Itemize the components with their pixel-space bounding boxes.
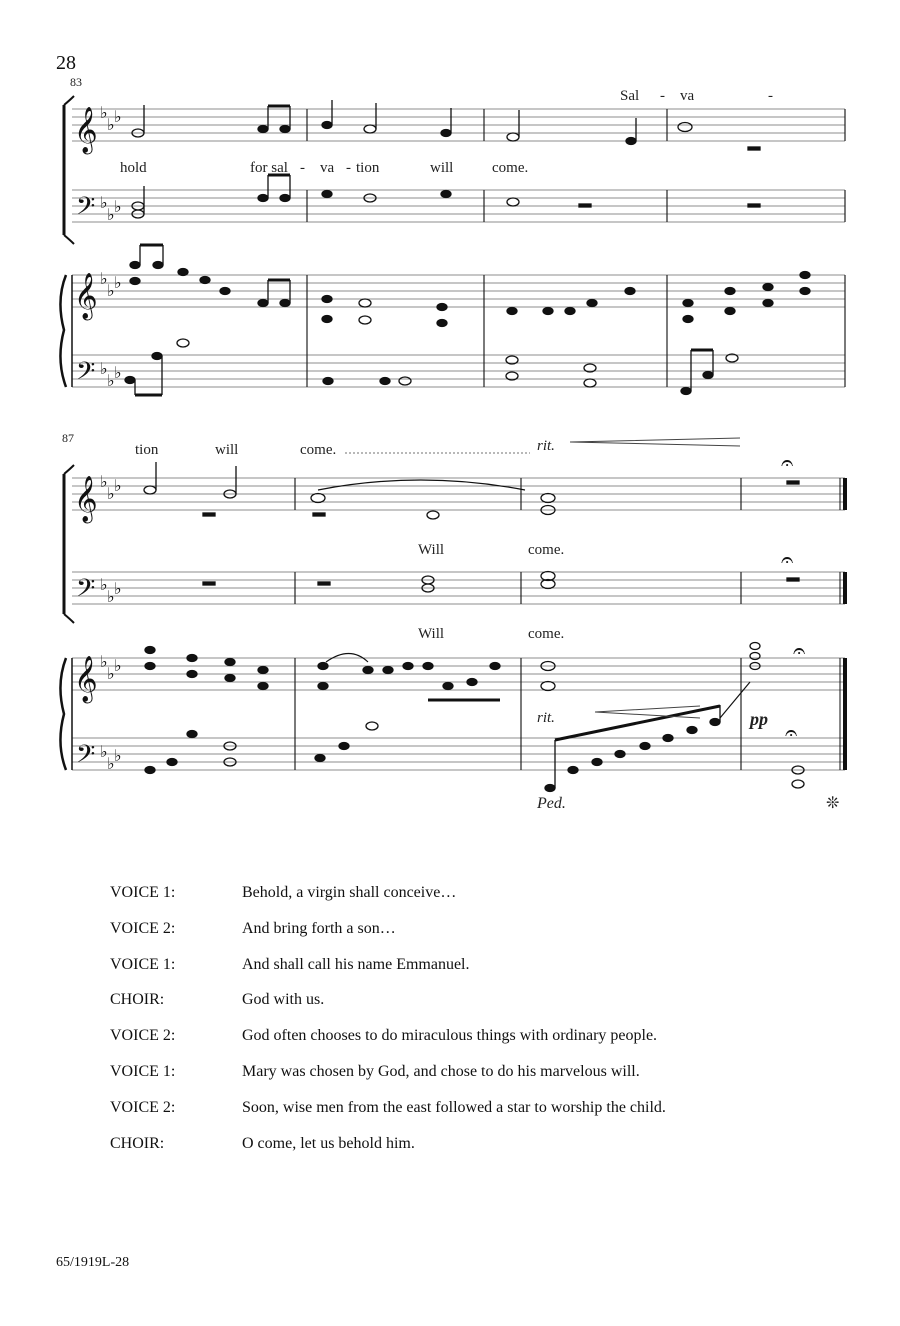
narration-text: O come, let us behold him. xyxy=(242,1135,415,1152)
svg-text:♭: ♭ xyxy=(114,197,122,216)
bass-clef-icon: 𝄢 xyxy=(76,357,96,392)
svg-text:♭: ♭ xyxy=(114,656,122,675)
piano-brace-1 xyxy=(60,275,66,387)
piano-bass-staff-1 xyxy=(72,355,845,387)
speaker-label: VOICE 1: xyxy=(110,884,176,901)
svg-text:♭: ♭ xyxy=(114,363,122,382)
treble-clef-icon: 𝄞 xyxy=(74,273,98,319)
speaker-label: CHOIR: xyxy=(110,1135,165,1152)
svg-text:♭: ♭ xyxy=(107,664,115,683)
tie-arc xyxy=(318,480,525,490)
svg-text:♭: ♭ xyxy=(107,115,115,134)
bass-clef-icon: 𝄢 xyxy=(76,192,96,227)
lyric-for-sal: for sal xyxy=(250,160,288,176)
fermata-icon: 𝄐 xyxy=(781,451,794,476)
treble-clef-icon: 𝄞 xyxy=(74,656,98,702)
notes-system-1 xyxy=(125,100,810,395)
narration-text: Behold, a virgin shall conceive… xyxy=(242,884,457,901)
lyric-come: come. xyxy=(528,542,565,558)
piano-brace-2 xyxy=(60,658,66,770)
svg-text:♭: ♭ xyxy=(107,371,115,390)
treble-vocal-staff-2 xyxy=(72,478,845,510)
bass-clef-icon: 𝄢 xyxy=(76,574,96,609)
svg-text:♭: ♭ xyxy=(100,269,108,288)
rit-marking-piano: rit. xyxy=(537,710,555,726)
svg-text:♭: ♭ xyxy=(107,484,115,503)
lyric-come: come. xyxy=(300,442,337,458)
svg-text:♭: ♭ xyxy=(100,472,108,491)
lyric-will: will xyxy=(430,160,454,176)
narration-text: God with us. xyxy=(242,991,325,1008)
svg-text:♭: ♭ xyxy=(107,281,115,300)
piano-bass-staff-2 xyxy=(72,738,845,770)
treble-vocal-staff-1 xyxy=(72,109,845,141)
bass-vocal-staff-1 xyxy=(72,190,845,222)
fermata-icon: 𝄐 xyxy=(781,548,794,573)
bass-clef-icon: 𝄢 xyxy=(76,740,96,775)
lyric-hyphen: - xyxy=(300,160,305,176)
svg-text:♭: ♭ xyxy=(100,575,108,594)
narration-text: Soon, wise men from the east followed a star to worship the child. xyxy=(242,1099,666,1116)
measure-number-83: 83 xyxy=(70,75,82,89)
speaker-label: VOICE 1: xyxy=(110,1063,176,1080)
fermata-icon: 𝄐 xyxy=(793,639,806,664)
svg-text:♭: ♭ xyxy=(100,193,108,212)
lyric-will: Will xyxy=(418,626,445,642)
svg-text:♭: ♭ xyxy=(100,652,108,671)
rit-marking-vocal: rit. xyxy=(537,438,555,454)
treble-clef-icon: 𝄞 xyxy=(74,107,98,153)
decrescendo-hairpin-vocal xyxy=(570,438,740,446)
lyric-hyphen: - xyxy=(768,88,773,104)
svg-text:♭: ♭ xyxy=(100,359,108,378)
system-1 xyxy=(60,75,845,395)
lyric-hyphen: - xyxy=(660,88,665,104)
fermata-icon: 𝄐 xyxy=(785,721,798,746)
lyric-will: Will xyxy=(418,542,445,558)
speaker-label: VOICE 2: xyxy=(110,920,176,937)
svg-text:♭: ♭ xyxy=(114,273,122,292)
svg-text:♭: ♭ xyxy=(114,746,122,765)
svg-text:♭: ♭ xyxy=(114,579,122,598)
lyric-hold: hold xyxy=(120,160,147,176)
page-number: 28 xyxy=(56,52,76,74)
lyric-tion: tion xyxy=(356,160,380,176)
dynamic-pp: pp xyxy=(750,709,768,729)
lyric-hyphen: - xyxy=(346,160,351,176)
pedal-marking: Ped. xyxy=(537,795,566,812)
speaker-label: CHOIR: xyxy=(110,991,165,1008)
bass-vocal-staff-2 xyxy=(72,572,845,604)
pedal-release-icon: ❊ xyxy=(826,795,840,812)
lyric-sal: Sal xyxy=(620,88,640,104)
lyric-come: come. xyxy=(492,160,529,176)
svg-text:♭: ♭ xyxy=(100,103,108,122)
narration-text: Mary was chosen by God, and chose to do his marvelous will. xyxy=(242,1063,640,1080)
narration-text: And bring forth a son… xyxy=(242,920,396,937)
speaker-label: VOICE 2: xyxy=(110,1027,176,1044)
svg-text:♭: ♭ xyxy=(107,205,115,224)
svg-text:♭: ♭ xyxy=(107,754,115,773)
narration-text: God often chooses to do miraculous things with ordinary people. xyxy=(242,1027,658,1044)
speaker-label: VOICE 1: xyxy=(110,956,176,973)
lyric-tion: tion xyxy=(135,442,159,458)
speaker-label: VOICE 2: xyxy=(110,1099,176,1116)
footer-catalog-code: 65/1919L-28 xyxy=(56,1255,130,1270)
svg-text:♭: ♭ xyxy=(107,587,115,606)
lyric-will: will xyxy=(215,442,239,458)
treble-clef-icon: 𝄞 xyxy=(74,476,98,522)
lyric-come: come. xyxy=(528,626,565,642)
svg-text:♭: ♭ xyxy=(100,742,108,761)
system-2 xyxy=(60,431,845,812)
measure-number-87: 87 xyxy=(62,431,74,445)
svg-text:♭: ♭ xyxy=(114,476,122,495)
lyric-va: va xyxy=(680,88,695,104)
narration-text: And shall call his name Emmanuel. xyxy=(242,956,470,973)
svg-text:♭: ♭ xyxy=(114,107,122,126)
lyric-va: va xyxy=(320,160,335,176)
